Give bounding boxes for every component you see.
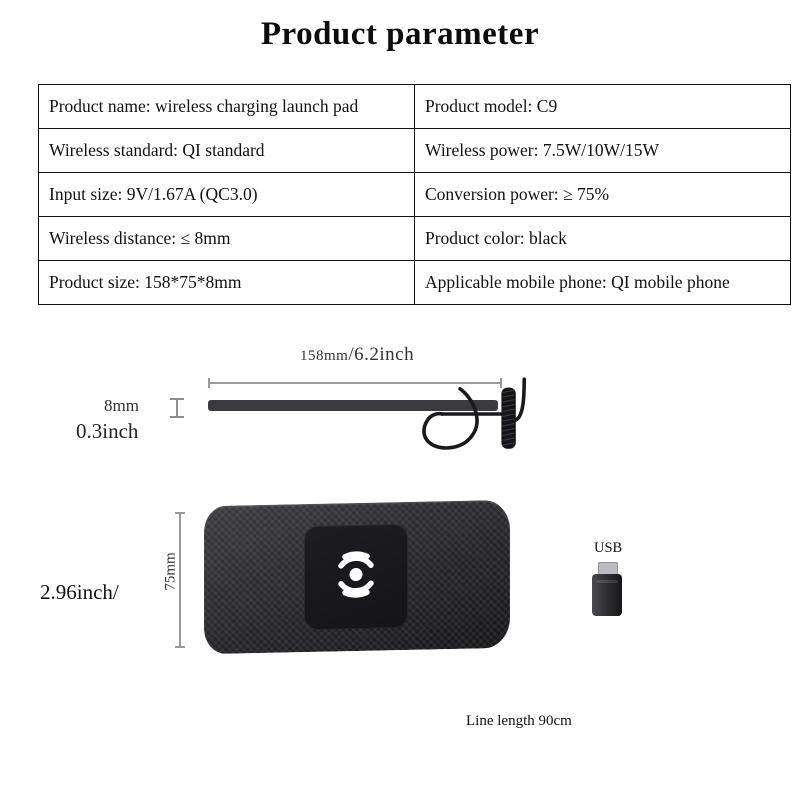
dimension-height-inch: 2.96inch/ [40, 580, 119, 604]
dimension-height-mm: 75mm [162, 552, 179, 591]
usb-label: USB [594, 540, 623, 556]
wireless-charging-wave-icon [321, 543, 391, 611]
dimension-width-label [300, 344, 414, 366]
dimension-thickness-mm: 8mm [104, 396, 139, 415]
charging-pad-coil-area [304, 524, 408, 630]
dimension-thickness-line [170, 398, 184, 418]
dimension-width-line [208, 378, 502, 388]
line-length-label: Line length 90cm [466, 713, 572, 729]
usb-connector [592, 562, 622, 616]
table-row [39, 217, 791, 261]
product-parameter-table [38, 84, 791, 305]
table-cell-wireless-distance: Wireless distance: ≤ 8mm [39, 217, 415, 261]
dimension-width-inch: /6.2inch [348, 344, 415, 365]
table-row [39, 85, 791, 129]
device-side-view-bar [208, 400, 498, 411]
table-row [39, 173, 791, 217]
page-title: Product parameter [260, 16, 540, 52]
charging-pad-body [204, 500, 510, 654]
table-cell-product-model: Product model: C9 [415, 85, 791, 129]
dimension-width-mm: 158mm [300, 348, 349, 364]
dimension-thickness-inch: 0.3inch [76, 419, 139, 443]
table-cell-wireless-standard: Wireless standard: QI standard [39, 129, 415, 173]
table-cell-product-color: Product color: black [415, 217, 791, 261]
table-cell-product-size: Product size: 158*75*8mm [39, 261, 415, 305]
table-cell-wireless-power: Wireless power: 7.5W/10W/15W [415, 129, 791, 173]
table-row [39, 261, 791, 305]
table-row [39, 129, 791, 173]
table-cell-input-size: Input size: 9V/1.67A (QC3.0) [39, 173, 415, 217]
table-cell-applicable-phone: Applicable mobile phone: QI mobile phone [415, 261, 791, 305]
table-cell-conversion-power: Conversion power: ≥ 75% [415, 173, 791, 217]
table-cell-product-name: Product name: wireless charging launch pad [39, 85, 415, 129]
usb-plug-body [592, 574, 622, 616]
